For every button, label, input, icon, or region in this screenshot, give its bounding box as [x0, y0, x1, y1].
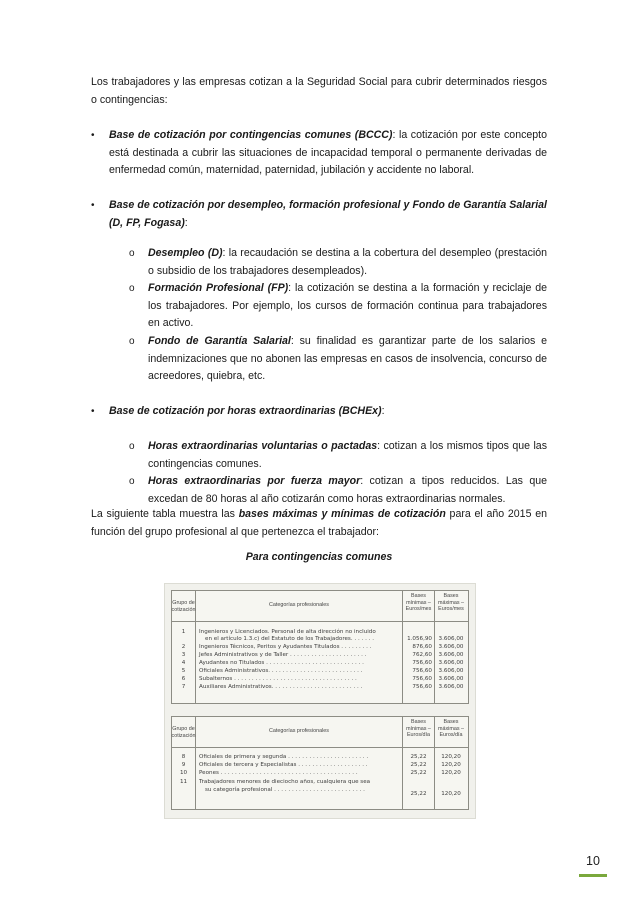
bullet-1-marker: •: [91, 130, 95, 141]
bullet-2-desc: :: [184, 216, 188, 229]
sub-3-1-desc: : cotizan a los mismos tipos que las contingencias comunes.: [148, 440, 547, 470]
table-row-group: 4: [181, 660, 186, 666]
table-row-min: 756,60: [412, 668, 432, 674]
table-row-category: Oficiales de tercera y Especialistas . . . . . . . . . . . . . . . . . . . .: [199, 762, 368, 768]
table-row-max: 3.606,00: [438, 668, 464, 674]
table-row-group: 10: [179, 770, 188, 776]
table-row-min: 876,60: [412, 644, 432, 650]
table-row-group: 7: [181, 684, 186, 690]
table-row-max: 120,20: [441, 754, 461, 760]
table-row-max: 3.606,00: [438, 660, 464, 666]
table-row-min: 25,22: [410, 762, 427, 768]
bullet-2-term: Base de cotización por desempleo, formación profesional y Fondo de Garantía Salarial (D, FP, Fogasa): [109, 199, 547, 229]
sub-2-3-text: [148, 333, 547, 386]
table-daily-header-min: Bases mínimas – Euros/día: [406, 719, 431, 739]
sub-2-2-term: Formación Profesional (FP): [148, 282, 289, 294]
table-daily-header-max: Bases máximas – Euros/día: [437, 719, 465, 739]
table-row-category: Oficiales Administrativos. . . . . . . . . . . . . . . . . . . . . . . . . . .: [199, 668, 363, 674]
table-caption: Para contingencias comunes: [245, 551, 393, 563]
table-row-category: Auxiliares Administrativos. . . . . . . . . . . . . . . . . . . . . . . . . .: [199, 684, 363, 690]
sub-3-2-desc: : cotizan a tipos reducidos. Las que excedan de 80 horas al año cotizarán como horas extraordinarias normales.: [148, 475, 547, 505]
bullet-1-term: Base de cotización por contingencias comunes (BCCC): [109, 129, 393, 141]
table-row-group: 6: [181, 676, 186, 682]
table-row-min: 25,22: [410, 754, 427, 760]
bullet-3-text: [109, 403, 547, 421]
sub-3-2-text: [148, 473, 547, 508]
sub-2-2-text: [148, 280, 547, 333]
contribution-bases-table-figure: [164, 583, 476, 819]
sub-3-1-text: [148, 438, 547, 473]
table-intro-paragraph: [91, 506, 547, 541]
table-row-max: 120,20: [441, 762, 461, 768]
page-number-underline: [579, 874, 607, 877]
table-intro-start: La siguiente tabla muestra las: [91, 508, 239, 520]
sub-2-1-text: [148, 245, 547, 280]
sub-2-1-term: Desempleo (D): [148, 247, 223, 259]
table-row-category-cont: en el artículo 1.3.c) del Estatuto de los Trabajadores. . . . . . .: [205, 636, 374, 642]
table-intro-end: para el año 2015 en función del grupo profesional al que pertenezca el trabajador:: [91, 508, 547, 538]
sub-2-1-marker: o: [129, 248, 135, 259]
table-row-category: Subalternos . . . . . . . . . . . . . . . . . . . . . . . . . . . . . . . . . . .: [199, 676, 357, 682]
sub-2-2-marker: o: [129, 283, 135, 294]
table-row-group: 3: [181, 652, 186, 658]
table-row-category: Oficiales de primera y segunda . . . . . . . . . . . . . . . . . . . . . . .: [199, 754, 369, 760]
bullet-3-marker: •: [91, 406, 95, 417]
table-row-max: 3.606,00: [438, 684, 464, 690]
table-row-max: 3.606,00: [438, 644, 464, 650]
table-monthly-header-category: Categorías profesionales: [269, 602, 329, 608]
table-row-min: 25,22: [410, 770, 427, 776]
table-intro-term: bases máximas y mínimas de cotización: [238, 508, 446, 520]
sub-3-2-marker: o: [129, 476, 135, 487]
table-row-max: 3.606,00: [438, 636, 464, 642]
intro-paragraph: Los trabajadores y las empresas cotizan a la Seguridad Social para cubrir determinados riesgos o contingencias:: [91, 76, 547, 106]
table-row-group: 9: [181, 762, 186, 768]
sub-2-2-desc: : la cotización se destina a la formación y reciclaje de los trabajadores. Por ejemplo, los cursos de formación continua para trabajadores en activo.: [148, 282, 548, 330]
table-row-max: 3.606,00: [438, 652, 464, 658]
table-row-category: Peones . . . . . . . . . . . . . . . . . . . . . . . . . . . . . . . . . . . . . . .: [199, 770, 358, 776]
table-row-max: 120,20: [441, 770, 461, 776]
bullet-3-desc: :: [381, 405, 385, 417]
table-row-min: 762,60: [412, 652, 432, 658]
table-daily-header-category: Categorías profesionales: [269, 728, 329, 734]
sub-2-3-desc: : su finalidad es garantizar parte de los salarios e indemnizaciones que no abonen las empresas en casos de insolvencia, concurso de acreedores, quiebra, etc.: [148, 335, 547, 383]
table-monthly-header-max: Bases máximas – Euros/mes: [437, 593, 465, 613]
sub-3-1-term: Horas extraordinarias voluntarias o pactadas: [148, 440, 378, 452]
sub-2-1-desc: : la recaudación se destina a la cobertura del desempleo (prestación o subsidio de los trabajadores desempleados).: [148, 247, 548, 277]
table-row-group: 8: [181, 754, 186, 760]
table-row-min: 756,60: [412, 676, 432, 682]
table-row-max: 120,20: [441, 791, 461, 797]
table-row-min: 756,60: [412, 684, 432, 690]
bullet-2-marker: •: [91, 200, 95, 211]
table-daily-header-group: Grupo de cotización: [171, 726, 196, 739]
table-row-min: 1.056,90: [407, 636, 432, 642]
table-row-category-cont: su categoría profesional . . . . . . . . . . . . . . . . . . . . . . . . . .: [205, 787, 365, 793]
table-row-group: 1: [181, 629, 186, 635]
table-monthly-header-group: Grupo de cotización: [171, 600, 196, 613]
table-row-category: Trabajadores menores de dieciocho años, cualquiera que sea: [199, 779, 371, 785]
table-row-min: 25,22: [410, 791, 427, 797]
bullet-3-term: Base de cotización por horas extraordinarias (BCHEx): [109, 405, 382, 417]
page-number: 10: [586, 854, 600, 868]
sub-3-2-term: Horas extraordinarias por fuerza mayor: [148, 475, 361, 487]
table-monthly-header-min: Bases mínimas – Euros/mes: [405, 593, 432, 613]
table-row-min: 756,60: [412, 660, 432, 666]
table-row-group: 5: [181, 668, 186, 674]
table-row-group: 11: [179, 779, 188, 785]
sub-3-1-marker: o: [129, 441, 135, 452]
table-row-category: Ayudantes no Titulados . . . . . . . . . . . . . . . . . . . . . . . . . . . .: [199, 660, 364, 666]
table-row-category: Ingenieros Técnicos, Peritos y Ayudantes Titulados . . . . . . . . .: [199, 644, 372, 650]
table-row-group: 2: [181, 644, 186, 650]
table-daily-header-rule: [171, 747, 469, 748]
table-monthly-header-rule: [171, 621, 469, 622]
table-row-category: Jefes Administrativos y de Taller . . . . . . . . . . . . . . . . . . . . . .: [199, 652, 367, 658]
bullet-1-text: [109, 127, 547, 180]
sub-2-3-term: Fondo de Garantía Salarial: [148, 335, 291, 347]
bullet-2-text: [109, 197, 547, 232]
sub-2-3-marker: o: [129, 336, 135, 347]
bullet-1-desc: : la cotización por este concepto está destinada a cubrir las situaciones de incapacidad temporal o permanente derivadas de enfermedad común, maternidad, paternidad, jubilación y accidente no laboral.: [109, 129, 547, 177]
table-row-max: 3.606,00: [438, 676, 464, 682]
table-row-category: Ingenieros y Licenciados. Personal de alta dirección no incluido: [199, 629, 376, 635]
